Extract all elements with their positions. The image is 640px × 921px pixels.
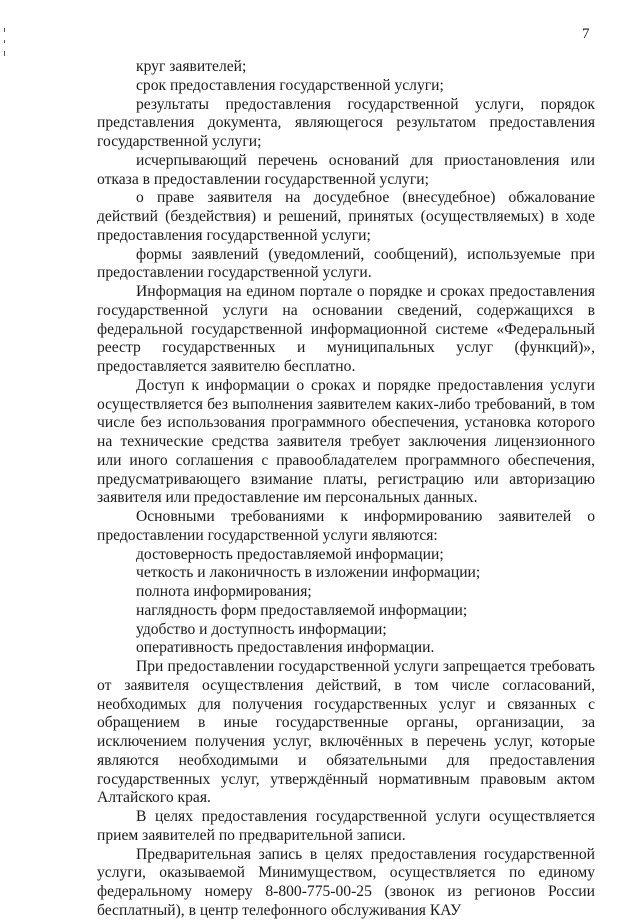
paragraph-portal-info: Информация на едином портале о порядке и сроках предоставления государственной услуги на основании сведений, содержащихся в федеральной государственной информационной системе «Федеральный реестр государственных и муниципальных услуг (функций)», предоставляется заявителю бесплатно.	[97, 283, 595, 375]
paragraph-booking: Предварительная запись в целях предоставления государственной услуги, оказываемой Минимуществом, осуществляется по единому федеральному номеру 8-800-775-00-25 (звонок из регионов России бесплатный), в центр телефонного обслуживания КАУ	[97, 845, 595, 919]
paragraph-applicants: круг заявителей;	[136, 58, 247, 75]
paragraph-prohibition: При предоставлении государственной услуги запрещается требовать от заявителя осуществления действий, в том числе согласований, необходимых для получения государственных услуг и связанных с обращением в иные государственные органы, организации, за исключением получения услуг, включённых в перечень услуг, которые являются необходимыми и обязательными для предоставления государственных услуг, утверждённый нормативным правовым актом Алтайского края.	[97, 658, 595, 807]
margin-marks	[4, 28, 6, 70]
list-item-clarity: четкость и лаконичность в изложении информации;	[136, 564, 481, 582]
list-item-promptness: оперативность предоставления информации.	[136, 639, 435, 657]
paragraph-appeal-right: о праве заявителя на досудебное (внесудебное) обжалование действий (бездействия) и решений, принятых (осуществляемых) в ходе предоставления государственной услуги;	[97, 189, 595, 244]
paragraph-requirements-intro: Основными требованиями к информированию заявителей о предоставлении государственной услуги являются:	[97, 508, 595, 544]
paragraph-access: Доступ к информации о сроках и порядке предоставления услуги осуществляется без выполнения заявителем каких-либо требований, в том числе без использования программного обеспечения, установка которого на технические средства заявителя требует заключения лицензионного или иного соглашения с правообладателем программного обеспечения, предусматривающего взимание платы, регистрацию или авторизацию заявителя или предоставление им персональных данных.	[97, 376, 595, 507]
paragraph-forms: формы заявлений (уведомлений, сообщений), используемые при предоставлении государственной услуги.	[97, 245, 595, 282]
document-body	[97, 58, 595, 921]
paragraph-appointment: В целях предоставления государственной услуги осуществляется прием заявителей по предварительной записи.	[97, 808, 595, 844]
list-item-completeness: полнота информирования;	[136, 583, 312, 600]
list-item-reliability: достоверность предоставляемой информации;	[136, 545, 444, 563]
paragraph-grounds: исчерпывающий перечень оснований для приостановления или отказа в предоставлении государственной услуги;	[97, 151, 595, 188]
page-number: 7	[582, 26, 590, 42]
paragraph-term: срок предоставления государственной услуги;	[136, 76, 444, 94]
list-item-convenience: удобство и доступность информации;	[136, 620, 387, 638]
paragraph-results: результаты предоставления государственной услуги, порядок представления документа, являющегося результатом предоставления государственной услуги;	[97, 95, 595, 150]
list-item-visibility: наглядность форм предоставляемой информации;	[136, 601, 468, 619]
